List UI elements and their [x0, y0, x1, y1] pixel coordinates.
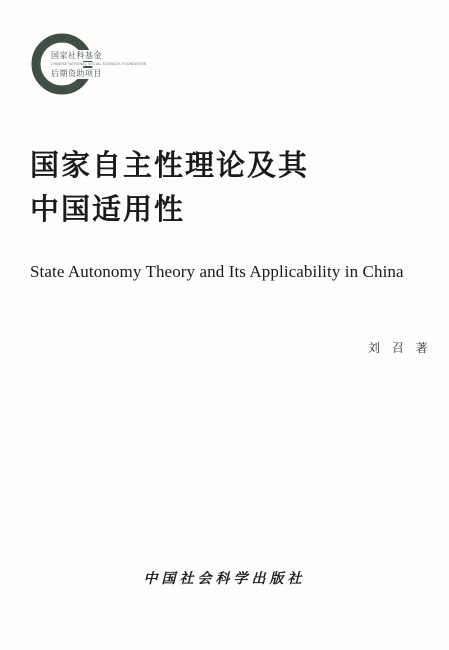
logo-text-line2: 后期资助项目 — [51, 69, 102, 78]
fund-logo — [28, 30, 147, 102]
logo-text-line1: 国家社科基金 — [51, 51, 102, 60]
publisher: 中国社会科学出版社 — [143, 571, 306, 587]
author: 刘 召 著 — [368, 341, 432, 355]
title-chinese-line1: 国家自主性理论及其 — [30, 148, 310, 182]
logo-text-english: CHINESE NATIONAL SOCIAL SCIENCES FOUNDATION — [51, 62, 147, 66]
title-chinese — [30, 143, 430, 231]
title-english: State Autonomy Theory and Its Applicability in China — [30, 262, 404, 281]
title-chinese-line2: 中国适用性 — [30, 192, 186, 226]
